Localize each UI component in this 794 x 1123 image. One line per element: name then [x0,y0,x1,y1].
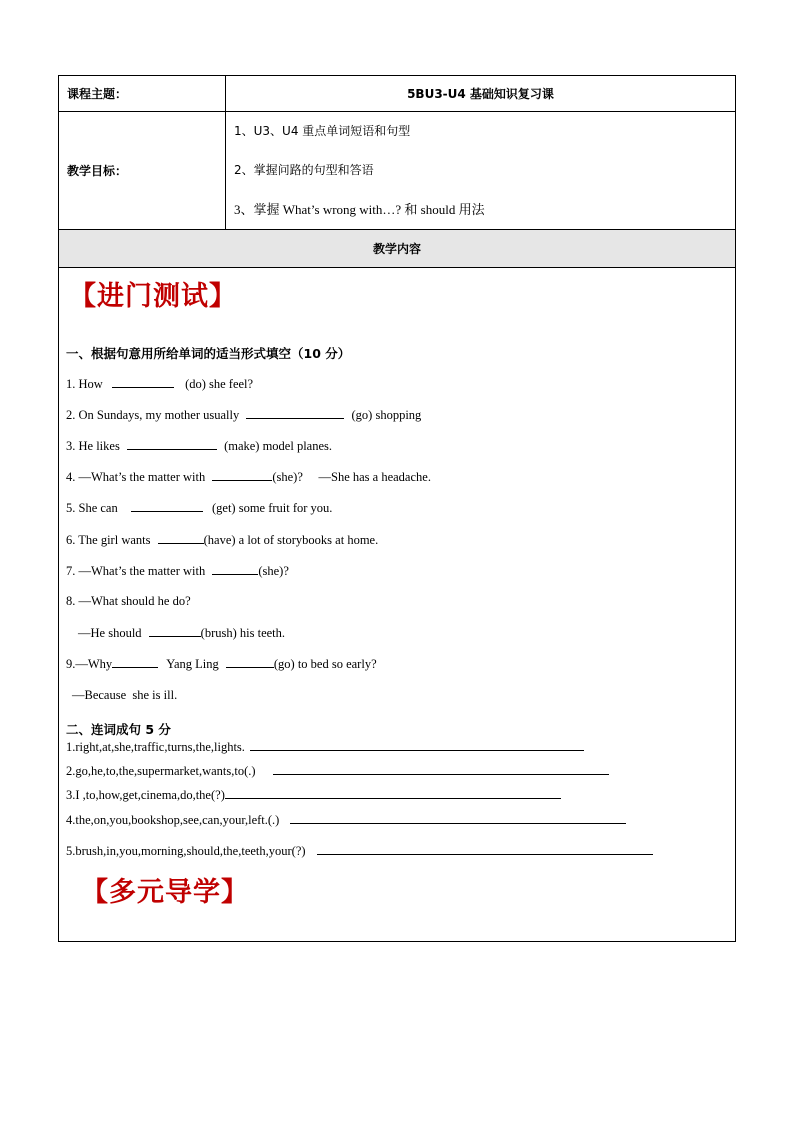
answer-blank[interactable] [226,656,274,668]
topic-label: 课程主题： [59,76,226,112]
guided-learning-banner: 【多元导学】 [81,877,249,908]
answer-blank[interactable] [112,376,174,388]
goal-list [226,112,735,229]
sentence-3: 3.I ,to,how,get,cinema,do,the(?) [66,787,561,803]
question-7: 7. —What’s the matter with (she)? [66,564,289,578]
answer-blank[interactable] [127,438,217,450]
answer-blank[interactable] [131,500,203,512]
question-8-answer: —He should (brush) his teeth. [78,626,286,640]
question-3: 3. He likes (make) model planes. [66,439,333,453]
sentence-4: 4.the,on,you,bookshop,see,can,your,left.(.) [66,812,626,828]
content-header-row [59,230,736,268]
question-1: 1. How (do) she feel? [66,377,254,391]
answer-line[interactable] [317,843,653,855]
lesson-table [58,75,736,942]
answer-blank[interactable] [212,469,272,481]
sentence-2: 2.go,he,to,the,supermarket,wants,to(.) [66,763,609,779]
answer-line[interactable] [273,763,609,775]
answer-line[interactable] [225,787,561,799]
question-5: 5. She can (get) some fruit for you. [66,501,333,515]
goal-cell [226,112,736,230]
part2-title: 二、连词成句 5 分 [66,722,171,737]
question-8: 8. —What should he do? [66,594,191,608]
answer-blank[interactable] [158,532,204,544]
content-row [59,268,736,942]
answer-blank[interactable] [112,656,158,668]
entry-test-banner: 【进门测试】 [69,281,237,312]
question-4: 4. —What’s the matter with (she)? —She has a headache. [66,470,431,484]
topic-value: 5BU3-U4 基础知识复习课 [226,76,736,112]
goal-label: 教学目标： [59,112,226,230]
content-cell [59,268,736,942]
sentence-1: 1.right,at,she,traffic,turns,the,lights. [66,739,584,755]
part1-title: 一、根据句意用所给单词的适当形式填空（10 分） [66,346,351,361]
content-label: 教学内容 [59,230,736,268]
sentence-5: 5.brush,in,you,morning,should,the,teeth,your(?) [66,843,653,859]
goal-item: 1、U3、U4 重点单词短语和句型 [234,124,411,138]
question-9: 9.—Why Yang Ling (go) to bed so early? [66,657,377,671]
question-6: 6. The girl wants (have) a lot of storybooks at home. [66,533,379,547]
answer-blank[interactable] [212,563,258,575]
goals-row [59,112,736,230]
goal-item: 2、掌握问路的句型和答语 [234,163,374,177]
answer-line[interactable] [250,739,584,751]
goal-item: 3、掌握 What’s wrong with…? 和 should 用法 [234,202,485,217]
answer-blank[interactable] [149,625,201,637]
topic-row [59,76,736,112]
answer-line[interactable] [290,812,626,824]
question-2: 2. On Sundays, my mother usually (go) shopping [66,408,422,422]
question-9-answer: —Because she is ill. [72,688,178,702]
answer-blank[interactable] [246,407,344,419]
